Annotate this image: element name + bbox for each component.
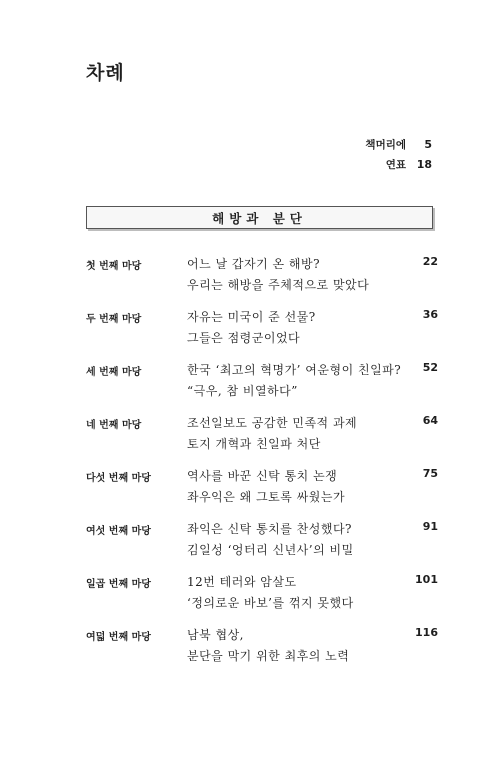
- chapter-subtitle: 좌우익은 왜 그토록 싸웠는가: [187, 490, 346, 504]
- chapter-page: 22: [422, 255, 438, 268]
- chapter-page: 36: [422, 308, 438, 321]
- chapter-subtitle: 토지 개혁과 친일파 처단: [187, 437, 321, 451]
- chapter-label: 첫 번째 마당: [86, 261, 142, 272]
- chapter-subtitle: 김일성 ‘엉터리 신년사’의 비밀: [187, 543, 354, 557]
- chapter-subtitle: 우리는 해방을 주체적으로 맞았다: [187, 278, 370, 292]
- chapter-label: 두 번째 마당: [86, 314, 142, 325]
- front-matter-entry[interactable]: [365, 137, 432, 152]
- chapter-label: 일곱 번째 마당: [86, 579, 151, 590]
- chapter-label: 여덟 번째 마당: [86, 632, 151, 643]
- chapter-label: 여섯 번째 마당: [86, 526, 151, 537]
- chapter-entry[interactable]: [86, 308, 438, 352]
- chapter-page: 91: [422, 520, 438, 533]
- chapter-page: 52: [422, 361, 438, 374]
- chapter-subtitle: 분단을 막기 위한 최후의 노력: [187, 649, 350, 663]
- chapter-title: 한국 ‘최고의 혁명가’ 여운형이 친일파?: [187, 363, 402, 377]
- chapter-title: 조선일보도 공감한 민족적 과제: [187, 416, 358, 430]
- chapter-label: 네 번째 마당: [86, 420, 142, 431]
- chapter-subtitle: ‘정의로운 바보’를 꺾지 못했다: [187, 596, 354, 610]
- chapter-entry[interactable]: [86, 626, 438, 670]
- front-matter-entry[interactable]: [386, 157, 432, 172]
- chapter-entry[interactable]: [86, 255, 438, 299]
- front-matter-page: 18: [416, 158, 432, 171]
- chapter-page: 101: [415, 573, 438, 586]
- toc-title: 차례: [86, 62, 125, 84]
- chapter-subtitle: 그들은 점령군이었다: [187, 331, 301, 345]
- chapter-subtitle: “극우, 참 비열하다”: [187, 384, 298, 398]
- front-matter-label: 책머리에: [365, 139, 406, 151]
- chapter-entry[interactable]: [86, 520, 438, 564]
- chapter-label: 세 번째 마당: [86, 367, 142, 378]
- front-matter-page: 5: [424, 138, 432, 151]
- chapter-entry[interactable]: [86, 414, 438, 458]
- chapter-entry[interactable]: [86, 573, 438, 617]
- chapter-entry[interactable]: [86, 361, 438, 405]
- chapter-title: 남북 협상,: [187, 628, 244, 642]
- chapter-entry[interactable]: [86, 467, 438, 511]
- chapter-label: 다섯 번째 마당: [86, 473, 151, 484]
- chapter-title: 자유는 미국이 준 선물?: [187, 310, 316, 324]
- section-header: [86, 206, 433, 229]
- section-title: 해방과 분단: [212, 210, 307, 226]
- chapter-title: 좌익은 신탁 통치를 찬성했다?: [187, 522, 352, 536]
- chapter-title: 어느 날 갑자기 온 해방?: [187, 257, 321, 271]
- chapter-title: 12번 테러와 암살도: [187, 575, 297, 589]
- chapter-page: 116: [415, 626, 438, 639]
- chapter-page: 64: [422, 414, 438, 427]
- front-matter-label: 연표: [385, 159, 406, 171]
- chapter-page: 75: [422, 467, 438, 480]
- chapter-title: 역사를 바꾼 신탁 통치 논쟁: [187, 469, 338, 483]
